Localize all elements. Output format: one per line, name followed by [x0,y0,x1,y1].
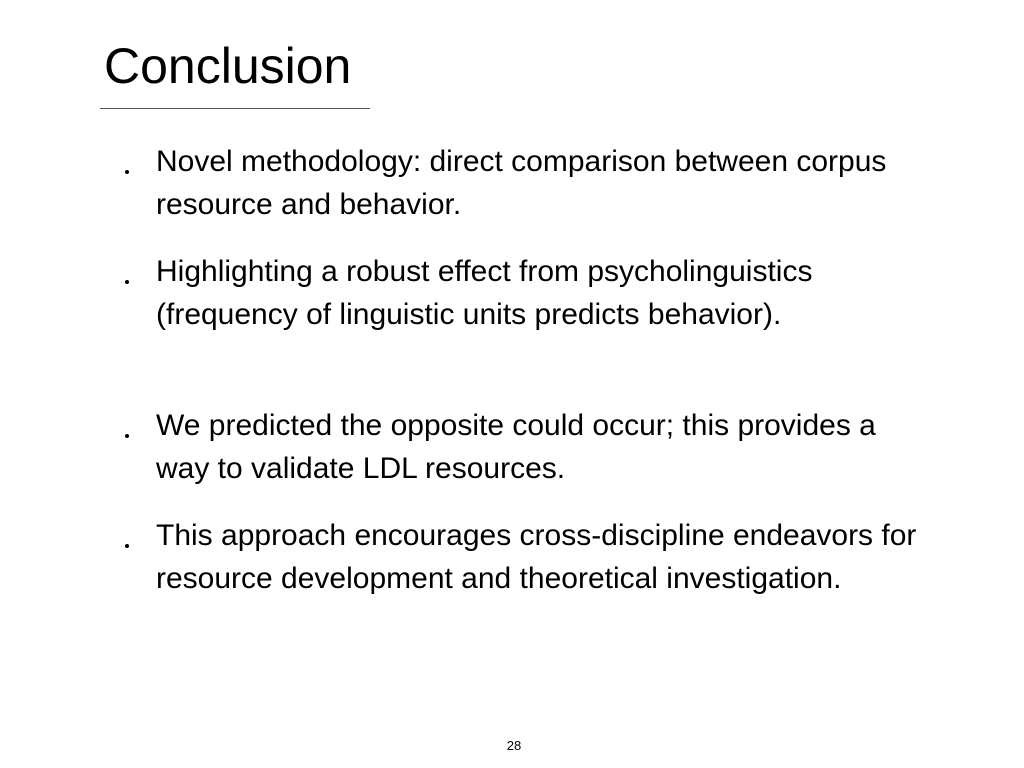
slide-title: Conclusion [104,38,352,94]
bullet-icon [125,170,129,174]
bullet-text: This approach encourages cross-discipline endeavors for resource development and theoretical investigation. [156,519,917,595]
bullet-icon [125,544,129,548]
title-underline [100,108,370,109]
bullet-icon [125,434,129,438]
bullet-text: Highlighting a robust effect from psycholinguistics (frequency of linguistic units predicts behavior). [156,255,813,331]
bullet-text: We predicted the opposite could occur; this provides a way to validate LDL resources. [156,409,876,485]
bullet-icon [125,280,129,284]
page-number: 28 [506,738,522,753]
bullet-text: Novel methodology: direct comparison between corpus resource and behavior. [156,145,887,221]
